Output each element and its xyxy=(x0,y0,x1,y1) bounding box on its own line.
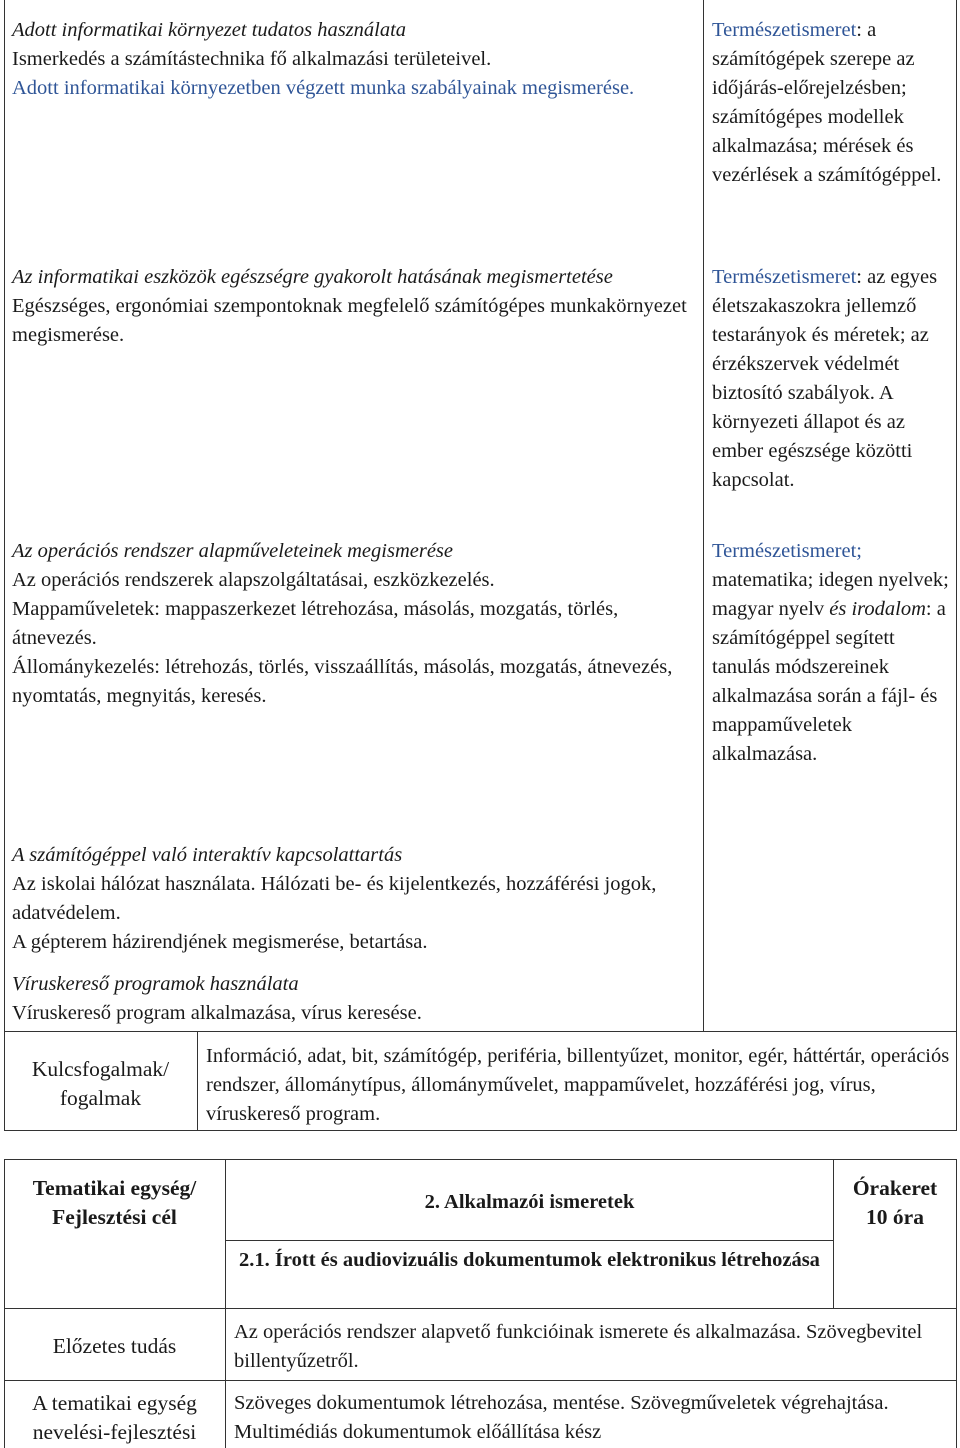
left-cell-5-line-1: Víruskereső program alkalmazása, vírus keresése. xyxy=(12,1002,422,1024)
keywords-text: Információ, adat, bit, számítógép, periféria, billentyűzet, monitor, egér, háttértár, operációs rendszer, állománytípus, állományművelet, mappaművelet, hozzáférési jog, vírus, víruskereső program. xyxy=(206,1045,950,1125)
table2-top-border xyxy=(4,1159,957,1160)
table2-row2-separator xyxy=(4,1308,957,1309)
right-cell-2 xyxy=(712,263,952,495)
hours-value: 10 óra xyxy=(866,1205,924,1229)
left-cell-3-title: Az operációs rendszer alapműveleteinek megismerése xyxy=(12,540,454,562)
hours-label: Órakeret xyxy=(852,1176,938,1200)
right-cell-3-subject: Természetismeret; xyxy=(712,540,862,562)
left-cell-4-line-2: A gépterem házirendjének megismerése, betartása. xyxy=(12,931,428,953)
prior-knowledge-text: Az operációs rendszer alapvető funkcióinak ismerete és alkalmazása. Szövegbevitel billentyűzetről. xyxy=(234,1321,923,1372)
right-cell-2-subject: Természetismeret xyxy=(712,266,857,288)
keywords-label: Kulcsfogalmak/ fogalmak xyxy=(31,1057,170,1110)
left-cell-1-line-2: Adott informatikai környezetben végzett munka szabályainak megismerése. xyxy=(12,77,635,99)
table1-bottom-border xyxy=(4,1130,957,1131)
left-cell-4 xyxy=(12,841,698,957)
right-cell-1-text: : a számítógépek szerepe az időjárás-előrejelzésben; számítógépes modellek alkalmazása; mérések és vezérlések a számítógéppel. xyxy=(712,19,942,186)
left-cell-3-line-2: Mappaműveletek: mappaszerkezet létrehozása, másolás, mozgatás, törlés, átnevezés. xyxy=(12,598,619,649)
right-cell-2-text: : az egyes életszakaszokra jellemző testarányok és méretek; az érzékszervek védelmét biztosító szabályok. A környezeti állapot és az ember egészsége közötti kapcsolat. xyxy=(712,266,938,491)
right-cell-3-text: : a számítógéppel segített tanulás módszereinek alkalmazása során a fájl- és mappaműveletek alkalmazása. xyxy=(712,598,946,765)
left-cell-4-line-1: Az iskolai hálózat használata. Hálózati be- és kijelentkezés, hozzáférési jogok, adatvédelem. xyxy=(12,873,657,924)
unit-title: 2. Alkalmazói ismeretek xyxy=(424,1191,635,1213)
right-cell-1 xyxy=(712,16,952,190)
table1-left-border xyxy=(4,0,5,1131)
table2-subunit-separator xyxy=(225,1240,833,1241)
unit-label: Tematikai egység/ Fejlesztési cél xyxy=(32,1176,197,1229)
left-cell-5-title: Víruskereső programok használata xyxy=(12,973,299,995)
right-cell-3 xyxy=(712,537,952,769)
left-cell-2-line-1: Egészséges, ergonómiai szempontoknak megfelelő számítógépes munkakörnyezet megismerése. xyxy=(12,295,687,346)
left-cell-3-line-1: Az operációs rendszerek alapszolgáltatásai, eszközkezelés. xyxy=(12,569,495,591)
left-cell-5 xyxy=(12,970,698,1028)
table2-right-border xyxy=(956,1159,957,1448)
left-cell-4-title: A számítógéppel való interaktív kapcsolattartás xyxy=(12,844,403,866)
left-cell-2-title: Az informatikai eszközök egészségre gyakorolt hatásának megismertetése xyxy=(12,266,613,288)
hours-cell xyxy=(834,1174,956,1232)
left-cell-1 xyxy=(12,16,698,103)
left-cell-1-title: Adott informatikai környezet tudatos használata xyxy=(12,19,407,41)
right-cell-3-middle: matematika; idegen nyelvek; magyar nyelv xyxy=(712,569,949,620)
left-cell-3 xyxy=(12,537,698,711)
table1-right-border xyxy=(956,0,957,1131)
right-cell-1-subject: Természetismeret xyxy=(712,19,857,41)
right-cell-3-subject-2: és irodalom xyxy=(829,598,926,620)
left-cell-3-line-3: Állománykezelés: létrehozás, törlés, visszaállítás, másolás, mozgatás, átnevezés, nyomtatás, megnyitás, keresés. xyxy=(12,656,673,707)
goals-label: A tematikai egység nevelési-fejlesztési xyxy=(32,1391,197,1444)
left-cell-2 xyxy=(12,263,698,350)
goals-text: Szöveges dokumentumok létrehozása, mentése. Szövegműveletek végrehajtása. Multimédiás dokumentumok előállítása kész xyxy=(234,1392,889,1443)
table1-keywords-divider xyxy=(197,1031,198,1131)
table1-column-divider xyxy=(703,0,704,1031)
table1-keywords-top-border xyxy=(4,1031,957,1032)
prior-knowledge-label: Előzetes tudás xyxy=(52,1334,177,1358)
subunit-title: 2.1. Írott és audiovizuális dokumentumok elektronikus létrehozása xyxy=(239,1249,820,1271)
left-cell-1-line-1: Ismerkedés a számítástechnika fő alkalmazási területeivel. xyxy=(12,48,492,70)
table2-row3-separator xyxy=(4,1380,957,1381)
